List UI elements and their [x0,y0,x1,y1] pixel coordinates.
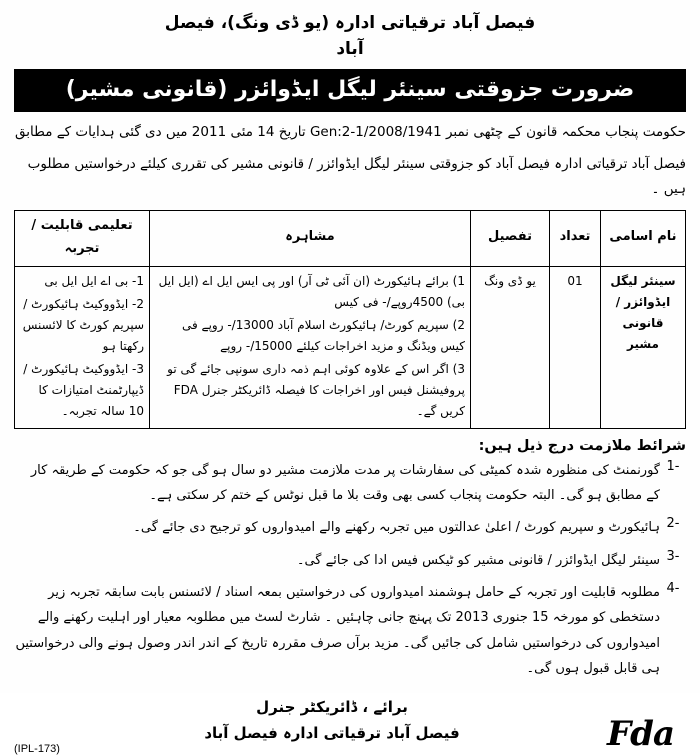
condition-text: گورنمنٹ کی منظورہ شدہ کمیٹی کی سفارشات پر مدت ملازمت مشیر دو سال ہو گی جو کہ حکومت کے طریقہ کار کے مطابق ہو گی۔ البتہ حکومت پنجاب کسی بھی وقت بلا ما قبل نوٹس کے ختم کر سکتی ہے۔ [30,462,660,503]
organization-name-line2: آباد [336,39,364,60]
table-row [15,266,686,428]
condition-text: ہائیکورٹ و سپریم کورٹ / اعلیٰ عدالتوں میں تجربہ رکھنے والے امیدواروں کو ترجیح دی جائے گی۔ [133,520,660,536]
government-letter-reference: Gen:2-1/2008/1941 [309,124,442,141]
table-header-row [15,211,686,267]
conditions-list [14,458,686,682]
cell-qualification [15,266,150,428]
pay-line-1: 1) برائے ہائیکورٹ (ان آئی ٹی آر) اور پی ایس ایل اے (ایل ایل بی) 4500روپے/- فی کیس [158,273,465,309]
column-header-detail: تفصیل [471,211,550,267]
list-item [14,515,686,540]
condition-number: 2- [666,516,680,532]
fda-logo-text: Fda [607,714,674,755]
pay-line-2: 2) سپریم کورٹ/ ہائیکورٹ اسلام آباد 13000/- روپے فی کیس ویڈنگ و مزید اخراجات کیلئے 15000/- روپے [182,317,465,353]
advertisement-title: ضرورت جزوقتی سینئر لیگل ایڈوائزر (قانونی مشیر) [14,69,686,113]
column-header-post-name: نام اسامی [601,211,686,267]
advertisement-reference-number: (IPL-173) [14,743,60,755]
cell-count: 01 [550,266,601,428]
cell-pay [150,266,471,428]
column-header-qualification: تعلیمی قابلیت / تجربہ [15,211,150,267]
intro-text-before-reference: حکومت پنجاب محکمہ قانون کے چٹھی نمبر [445,124,686,141]
signatory-organization: فیصل آباد ترقیاتی ادارہ فیصل آباد [204,723,460,742]
column-header-count: تعداد [550,211,601,267]
fda-logo [607,714,674,755]
condition-number: 1- [666,458,680,474]
list-item [14,458,686,509]
vacancy-table-head [15,211,686,267]
organization-name-line1: فیصل آباد ترقیاتی ادارہ (یو ڈی ونگ)، فیصل [164,13,536,33]
vacancy-table [14,210,686,429]
cell-post-name: سینئر لیگل ایڈوائزر / قانونی مشیر [601,266,686,428]
intro-paragraph-line2: فیصل آباد ترقیاتی ادارہ فیصل آباد کو جزوقتی سینئر لیگل ایڈوائزر / قانونی مشیر کی تقرری کیلئے درخواستیں مطلوب ہیں ۔ [27,156,686,198]
organization-header [14,10,686,63]
condition-number: 4- [666,580,680,596]
condition-text: مطلوبہ قابلیت اور تجربہ کے حامل ہوشمند امیدواروں کی درخواستیں بمعہ اسناد / لائسنس بابت سابقہ تجربہ زیر دستخطی کو مورخہ 15 جنوری 2013 تک پہنچ جانی چاہئیں ۔ شارٹ لسٹ میں مطلوبہ معیار اور اہلیت رکھنے والے امیدواروں کی درخواستیں شامل کی جائیں گی۔ مزید برآں صرف مقررہ تاریخ کے اندر اندر وصول ہونے والی درخواستیں ہی قابل قبول ہوں گی۔ [15,584,660,676]
conditions-heading: شرائط ملازمت درج ذیل ہیں: [478,437,686,454]
vacancy-table-body [15,266,686,428]
cell-detail: یو ڈی ونگ [471,266,550,428]
qualification-line-2: 2- ایڈووکیٹ ہائیکورٹ / سپریم کورٹ کا لائسنس رکھتا ہو [22,296,144,353]
intro-text-after-reference: تاریخ 14 مئی 2011 میں دی گئی ہدایات کے مطابق [15,124,306,141]
signature-block [14,695,686,746]
signatory-designation: برائے ، ڈائریکٹر جنرل [256,698,408,717]
qualification-line-3: 3- ایڈووکیٹ ہائیکورٹ / ڈیپارٹمنٹ امتیازات کا 10 سالہ تجربہ۔ [23,361,144,418]
footer [14,695,686,753]
qualification-line-1: 1- بی اے ایل ایل بی [44,273,144,288]
list-item [14,580,686,681]
intro-paragraph-line1 [14,120,686,145]
condition-text: سینئر لیگل ایڈوائزر / قانونی مشیر کو ٹیکس فیس ادا کی جائے گی۔ [296,552,660,568]
column-header-pay: مشاہرہ [150,211,471,267]
list-item [14,548,686,573]
pay-line-3: 3) اگر اس کے علاوہ کوئی اہم ذمہ داری سونپی جائے گی تو پروفیشنل فیس اور اخراجات کا فیصلہ ڈائریکٹر جنرل FDA کریں گے۔ [167,361,465,418]
condition-number: 3- [666,548,680,564]
